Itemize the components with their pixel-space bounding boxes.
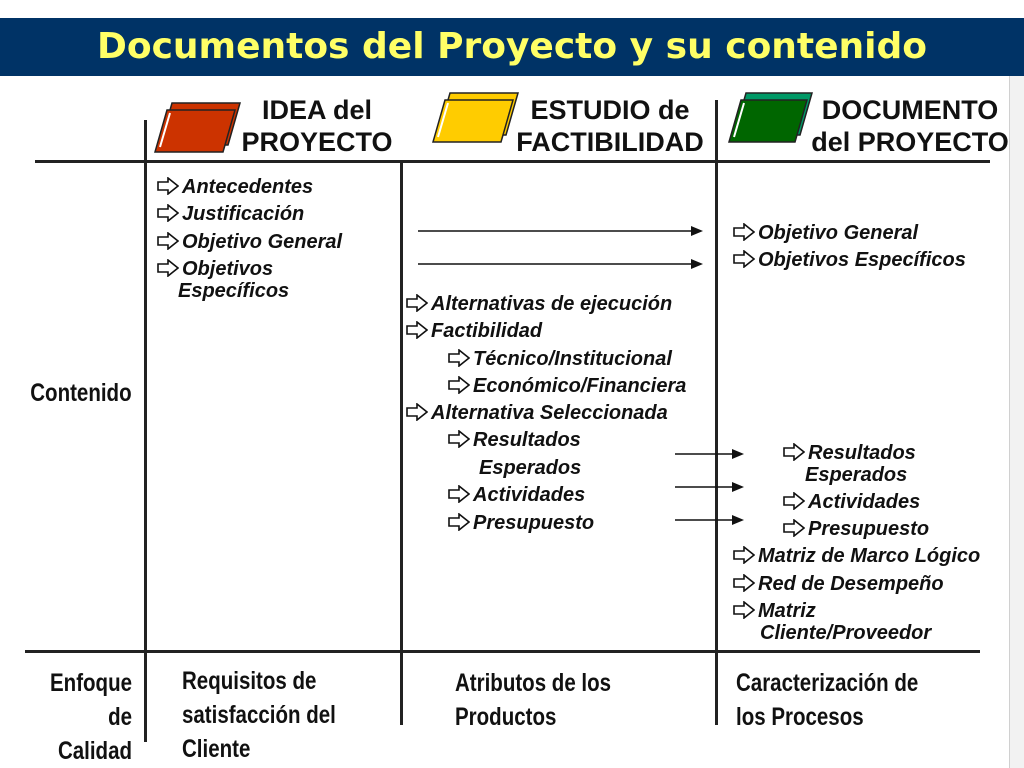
column-header-line2: del PROYECTO bbox=[811, 127, 1009, 157]
list-item-label: Económico/Financiera bbox=[473, 375, 687, 397]
hollow-arrow-bullet-icon bbox=[783, 492, 805, 510]
column-header-line1: ESTUDIO de bbox=[530, 95, 690, 125]
list-item bbox=[448, 512, 594, 534]
list-item bbox=[406, 402, 668, 424]
list-item bbox=[733, 545, 980, 567]
quality-line: Atributos de los bbox=[455, 669, 612, 697]
column-header-estudio bbox=[505, 94, 715, 158]
list-item bbox=[448, 484, 585, 506]
list-item-label: Actividades bbox=[473, 484, 586, 506]
column-header-line2: PROYECTO bbox=[241, 127, 393, 157]
list-item bbox=[448, 348, 672, 370]
list-item-label: Matriz de Marco Lógico bbox=[758, 545, 981, 567]
list-item bbox=[733, 600, 816, 622]
list-item-label: Alternativa Seleccionada bbox=[431, 402, 668, 424]
hollow-arrow-bullet-icon bbox=[448, 376, 470, 394]
list-item-label: Objetivos bbox=[182, 258, 274, 280]
list-item-label: Técnico/Institucional bbox=[473, 348, 672, 370]
list-item bbox=[733, 573, 944, 595]
hollow-arrow-bullet-icon bbox=[783, 443, 805, 461]
row-label-enfoque-line2: Calidad bbox=[57, 737, 132, 765]
list-item bbox=[157, 231, 342, 253]
list-item-label: Objetivo General bbox=[758, 222, 919, 244]
quality-text-documento bbox=[736, 666, 918, 734]
list-item bbox=[448, 375, 686, 397]
quality-text-estudio bbox=[455, 666, 611, 734]
hollow-arrow-bullet-icon bbox=[448, 513, 470, 531]
list-item-continuation: Cliente/Proveedor bbox=[760, 622, 932, 644]
hollow-arrow-bullet-icon bbox=[406, 321, 428, 339]
list-item bbox=[783, 491, 920, 513]
column-header-line2: FACTIBILIDAD bbox=[516, 127, 704, 157]
list-item-label: Alternativas de ejecución bbox=[431, 293, 673, 315]
hollow-arrow-bullet-icon bbox=[733, 574, 755, 592]
hollow-arrow-bullet-icon bbox=[448, 430, 470, 448]
slide-title: Documentos del Proyecto y su contenido bbox=[96, 26, 928, 67]
hollow-arrow-bullet-icon bbox=[448, 349, 470, 367]
column-header-idea bbox=[232, 94, 402, 158]
list-item-label: Justificación bbox=[182, 203, 305, 225]
list-item-label: Antecedentes bbox=[182, 176, 314, 198]
list-item bbox=[783, 442, 916, 464]
list-item-continuation: Esperados bbox=[805, 464, 908, 486]
hollow-arrow-bullet-icon bbox=[406, 294, 428, 312]
hollow-arrow-bullet-icon bbox=[406, 403, 428, 421]
quality-line: los Procesos bbox=[736, 703, 864, 731]
list-item-label: Red de Desempeño bbox=[758, 573, 944, 595]
list-item-label: Presupuesto bbox=[808, 518, 930, 540]
quality-line: Requisitos de bbox=[182, 667, 317, 695]
list-item-continuation: Esperados bbox=[479, 457, 582, 479]
list-item-label: Objetivo General bbox=[182, 231, 343, 253]
list-item bbox=[733, 249, 966, 271]
hollow-arrow-bullet-icon bbox=[157, 259, 179, 277]
quality-line: Productos bbox=[455, 703, 557, 731]
right-arrow-icon bbox=[418, 259, 703, 269]
hollow-arrow-bullet-icon bbox=[783, 519, 805, 537]
list-item bbox=[157, 176, 313, 198]
quality-line: Caracterización de bbox=[736, 669, 919, 697]
right-arrow-icon bbox=[418, 226, 703, 236]
list-item bbox=[448, 429, 581, 451]
quality-line: satisfacción del bbox=[182, 701, 336, 729]
list-item bbox=[157, 258, 273, 280]
row-label-contenido: Contenido bbox=[30, 379, 132, 407]
list-item bbox=[406, 293, 672, 315]
row-label-enfoque-line1: Enfoque de bbox=[50, 669, 132, 731]
column-header-line1: DOCUMENTO bbox=[821, 95, 999, 125]
hollow-arrow-bullet-icon bbox=[157, 232, 179, 250]
list-item-label: Matriz bbox=[758, 600, 816, 622]
right-arrow-icon bbox=[675, 515, 744, 525]
list-item-label: Objetivos Específicos bbox=[758, 249, 966, 271]
hollow-arrow-bullet-icon bbox=[157, 204, 179, 222]
list-item-label: Actividades bbox=[808, 491, 921, 513]
quality-text-idea bbox=[182, 664, 336, 766]
right-arrow-icon bbox=[675, 482, 744, 492]
hollow-arrow-bullet-icon bbox=[448, 485, 470, 503]
list-item-label: Resultados bbox=[808, 442, 916, 464]
folder-icon bbox=[155, 103, 240, 152]
hollow-arrow-bullet-icon bbox=[733, 223, 755, 241]
hollow-arrow-bullet-icon bbox=[733, 601, 755, 619]
list-item bbox=[733, 222, 918, 244]
column-header-documento bbox=[800, 94, 1020, 158]
list-item bbox=[406, 320, 542, 342]
list-item-label: Factibilidad bbox=[431, 320, 543, 342]
hollow-arrow-bullet-icon bbox=[733, 250, 755, 268]
column-header-line1: IDEA del bbox=[261, 95, 373, 125]
hollow-arrow-bullet-icon bbox=[157, 177, 179, 195]
list-item-label: Presupuesto bbox=[473, 512, 595, 534]
list-item bbox=[783, 518, 929, 540]
list-item bbox=[157, 203, 304, 225]
right-arrow-icon bbox=[675, 449, 744, 459]
quality-line: Cliente bbox=[182, 735, 251, 763]
hollow-arrow-bullet-icon bbox=[733, 546, 755, 564]
list-item-label: Resultados bbox=[473, 429, 581, 451]
list-item-continuation: Específicos bbox=[178, 280, 290, 302]
row-label-enfoque bbox=[24, 666, 132, 768]
